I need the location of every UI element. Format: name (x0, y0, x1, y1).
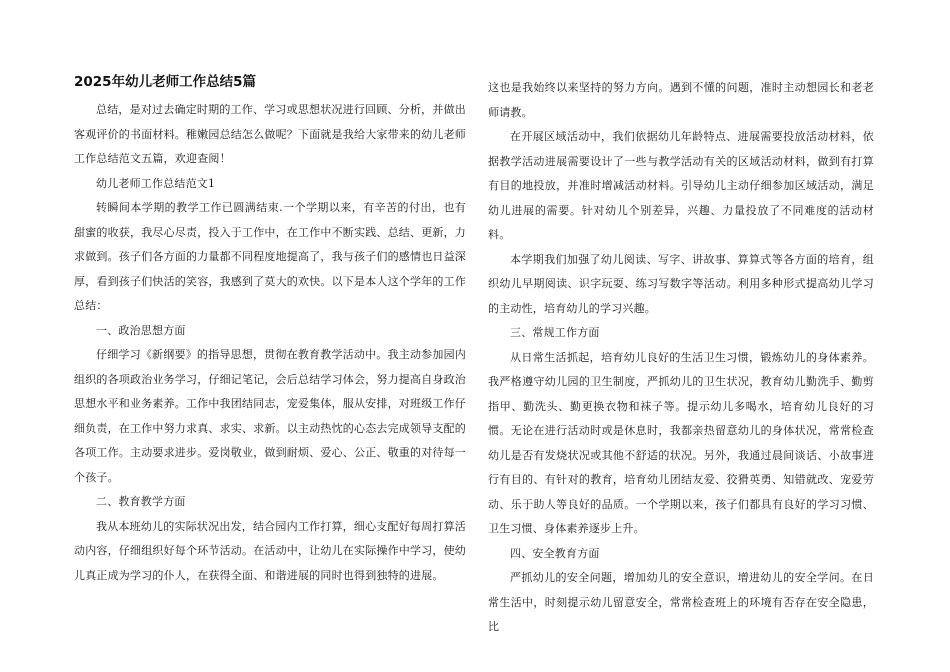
document-title: 2025年幼儿老师工作总结5篇 (74, 74, 256, 90)
left-column (74, 72, 466, 588)
paragraph: 本学期我们加强了幼儿阅读、写字、讲故事、算算式等各方面的培育，组织幼儿早期阅读、识字玩耍、练习写数字等活动。利用多种形式提高幼儿学习的主动性，培育幼儿的学习兴趣。 (488, 252, 874, 315)
section-heading-teaching: 二、教育教学方面 (96, 495, 186, 508)
right-column (488, 76, 874, 640)
section-heading-routine: 三、常规工作方面 (510, 326, 600, 339)
paragraph: 仔细学习《新纲要》的指导思想，贯彻在教育教学活动中。我主动参加园内组织的各项政治业务学习，仔细记笔记，会后总结学习体会，努力提高自身政治思想水平和业务素养。工作中我团结同志，宠爱集体，服从安排，对班级工作仔细负责，在工作中努力求真、求实、求新。以主动热忱的心态去完成领导支配的各项工作。主动要求进步。爱岗敬业，做到耐烦、爱心、公正、敬重的对待每一个孩子。 (74, 348, 466, 484)
paragraph: 从日常生活抓起，培育幼儿良好的生活卫生习惯，锻炼幼儿的身体素养。我严格遵守幼儿园的卫生制度，严抓幼儿的卫生状况，教育幼儿勤洗手、勤剪指甲、勤洗头、勤更换衣物和袜子等。提示幼儿多喝水，培育幼儿良好的习惯。无论在进行活动时或是休息时，我都亲热留意幼儿的身体状况，常常检查幼儿是否有发烧状况或其他不舒适的状况。另外，我通过晨间谈话、小故事进行有目的、有针对的教育，培育幼儿团结友爱、狡猾英勇、知错就改、宠爱劳动、乐于助人等良好的品质。一个学期以来，孩子们都具有良好的学习习惯、卫生习惯、身体素养逐步上升。 (488, 350, 874, 535)
intro-paragraph: 总结，是对过去确定时期的工作、学习或思想状况进行回顾、分析，并做出客观评价的书面材料。稚嫩园总结怎么做呢？下面就是我给大家带来的幼儿老师工作总结范文五篇，欢迎查阅！ (74, 103, 466, 165)
paragraph: 转瞬间本学期的教学工作已圆满结束.一个学期以来，有辛苦的付出，也有甜蜜的收获，我尽心尽责，投入于工作中，在工作中不断实践、总结、更新，力求做到。孩子们各方面的力量都不同程度地提高了，我与孩子们的感情也日益深厚，看到孩子们快活的笑容，我感到了莫大的欢快。以下是本人这个学年的工作总结： (74, 201, 466, 312)
paragraph-continued: 这也是我始终以来坚持的努力方向。遇到不懂的问题，准时主动想园长和老老师请教。 (488, 81, 874, 119)
paragraph: 严抓幼儿的安全问题，增加幼儿的安全意识，增进幼儿的安全学问。在日常生活中，时刻提示幼儿留意安全，常常检查班上的环境有否存在安全隐患，比 (488, 571, 874, 633)
section-heading-politics: 一、政治思想方面 (96, 323, 186, 337)
paragraph: 在开展区域活动中，我们依据幼儿年龄特点、进展需要投放活动材料，依据教学活动进展需要设计了一些与教学活动有关的区域活动材料，做到有打算有目的地投放，并准时增减活动材料。引导幼儿主动仔细参加区域活动，满足幼儿进展的需要。针对幼儿个别差异，兴趣、力量投放了不同难度的活动材料。 (488, 130, 874, 241)
paragraph: 我从本班幼儿的实际状况出发，结合园内工作打算，细心支配好每周打算活动内容，仔细组织好每个环节活动。在活动中，让幼儿在实际操作中学习，使幼儿真正成为学习的仆人，在获得全面、和谐进展的同时也得到独特的进展。 (74, 519, 466, 582)
section-heading-sample-1: 幼儿老师工作总结范文1 (96, 176, 216, 190)
section-heading-safety: 四、安全教育方面 (510, 546, 600, 560)
